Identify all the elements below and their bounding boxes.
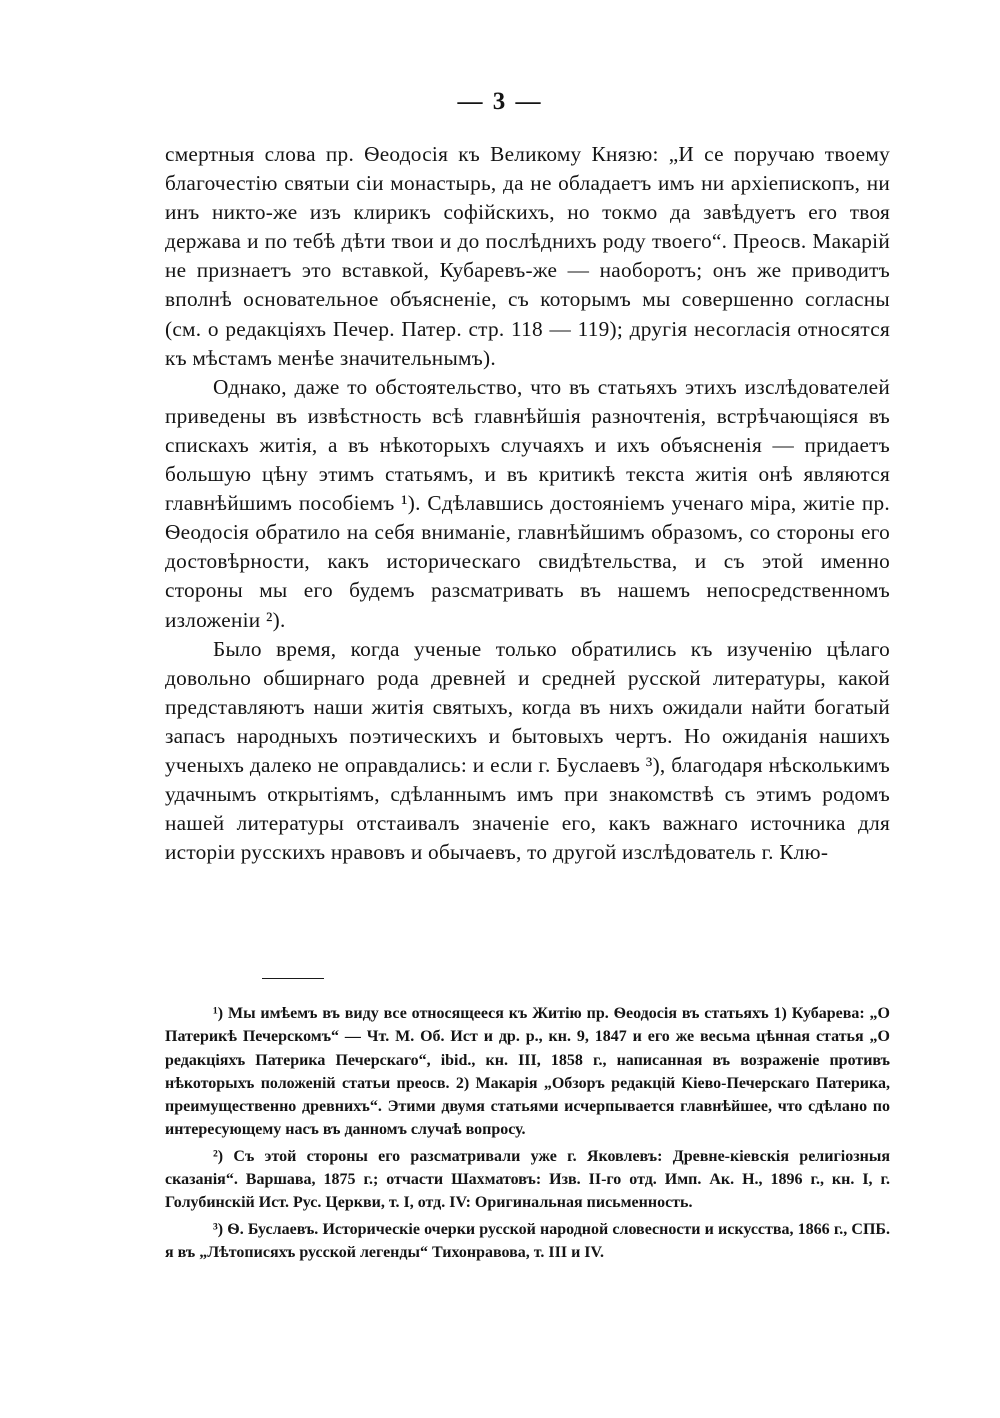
paragraph-studies: Однако, даже то обстоятельство, что въ статьяхъ этихъ изслѣдователей приведены въ извѣстность всѣ главнѣйшія разночтенія, встрѣчающіяся въ спискахъ житія, а въ нѣкоторыхъ случаяхъ и ихъ объясненія — придаетъ большую цѣну этимъ статьямъ, и въ критикѣ текста житія онѣ являются главнѣйшимъ пособіемъ ¹). Сдѣлавшись достояніемъ ученаго міра, житіе пр. Ѳеодосія обратило на себя вниманіе, главнѣйшимъ образомъ, со стороны его достовѣрности, какъ историческаго свидѣтельства, и съ этой именно стороны мы его будемъ разсматривать въ нашемъ непосредственномъ изложеніи ²). bbox=[165, 374, 890, 632]
footnote-3: ³) Ѳ. Буслаевъ. Историческіе очерки русской народной словесности и искусства, 1866 г., СПБ. я въ „Лѣтописяхъ русской легенды“ Тихонравова, т. III и IV. bbox=[165, 1220, 890, 1261]
body-text bbox=[165, 140, 890, 867]
paragraph-continuation: смертныя слова пр. Ѳеодосія къ Великому Князю: „И се поручаю твоему благочестію святыи сіи монастырь, да не обладаетъ имъ ни архіепископъ, ни инъ никто-же изъ клирикъ софійскихъ, но токмо да завѣдуетъ его твоя держава и по тебѣ дѣти твои и до послѣднихъ роду твоего“. Преосв. Макарій не признаетъ это вставкой, Кубаревъ-же — наоборотъ; онъ же приводитъ вполнѣ основательное объясненіе, съ которымъ мы совершенно согласны (см. о редакціяхъ Печер. Патер. стр. 118 — 119); другія несогласія относятся къ мѣстамъ менѣе значительнымъ). bbox=[165, 142, 890, 370]
paragraph-scholars: Было время, когда ученые только обратились къ изученію цѣлаго довольно обширнаго рода древней и средней русской литературы, какой представляютъ наши житія святыхъ, когда въ нихъ ожидали найти богатый запасъ народныхъ поэтическихъ и бытовыхъ чертъ. Но ожиданія нашихъ ученыхъ далеко не оправдались: и если г. Буслаевъ ³), благодаря нѣсколькимъ удачнымъ открытіямъ, сдѣланнымъ имъ при знакомствѣ съ этимъ родомъ нашей литературы отстаивалъ значеніе его, какъ важнаго источника для исторіи русскихъ нравовъ и обычаевъ, то другой изслѣдователь г. Клю- bbox=[165, 636, 890, 865]
page-number: — 3 — bbox=[457, 88, 543, 115]
footnote-1: ¹) Мы имѣемъ въ виду все относящееся къ Житію пр. Ѳеодосія въ статьяхъ 1) Кубарева: „О Патерикѣ Печерскомъ“ — Чт. М. Об. Ист и др. р., кн. 9, 1847 и его же весьма цѣнная статья „О редакціяхъ Патерика Печерскаго“, ibid., кн. III, 1858 г., написанная въ возраженіе противъ нѣкоторыхъ положеній статьи преосв. 2) Макарія „Обзоръ редакцій Кіево-Печерскаго Патерика, преимущественно древнихъ“. Этими двумя статьями исчерпывается главнѣйшее, что сдѣлано по интересующему насъ въ данномъ случаѣ вопросу. bbox=[165, 1005, 890, 1139]
footnote-separator bbox=[262, 978, 324, 979]
footnote-2: ²) Съ этой стороны его разсматривали уже г. Яковлевъ: Древне-кіевскія религіозныя сказанія“. Варшава, 1875 г.; отчасти Шахматовъ: Изв. II-го отд. Имп. Ак. Н., 1896 г., кн. I, г. Голубинскій Ист. Рус. Церкви, т. I, отд. IV: Оригинальная письменность. bbox=[165, 1147, 890, 1212]
footnotes bbox=[165, 1002, 890, 1267]
